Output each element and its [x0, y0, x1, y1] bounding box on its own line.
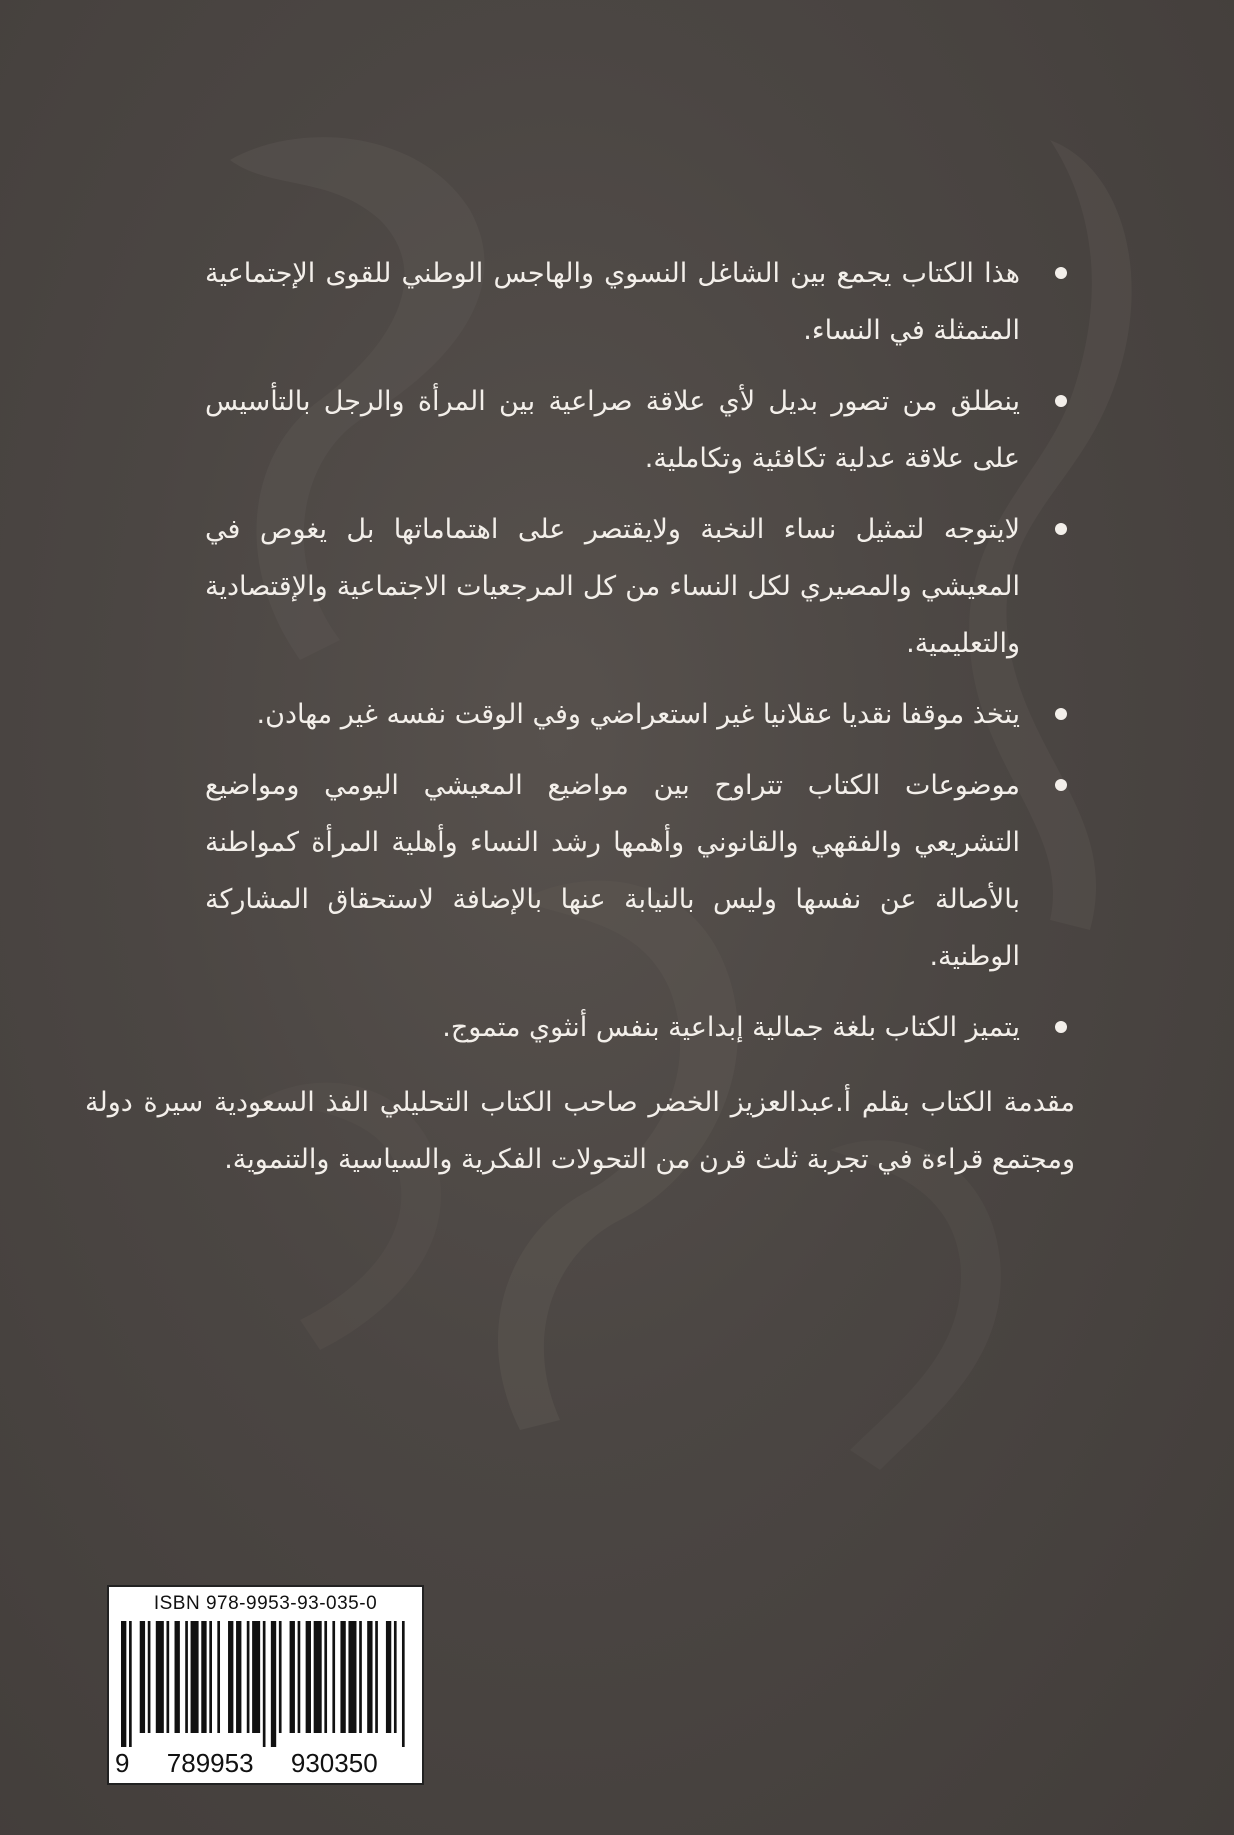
list-item	[205, 686, 1075, 743]
barcode-bar	[252, 1621, 260, 1733]
barcode-bar	[217, 1621, 220, 1733]
list-item	[205, 245, 1075, 359]
barcode-bar	[394, 1621, 397, 1733]
back-cover-text	[85, 245, 1075, 1188]
barcode-bars	[119, 1621, 412, 1747]
barcode-bar	[175, 1621, 180, 1733]
barcode-digits-right: 930350	[290, 1748, 378, 1778]
barcode-bar	[314, 1621, 322, 1733]
barcode-bar	[148, 1621, 151, 1733]
barcode-bar	[332, 1621, 335, 1733]
list-item	[205, 373, 1075, 487]
list-item	[205, 757, 1075, 985]
barcode-bar	[359, 1621, 362, 1733]
bullet-dot	[1055, 1021, 1067, 1033]
barcode-bar	[121, 1621, 126, 1747]
barcode-bar	[228, 1621, 233, 1733]
barcode-bar	[247, 1621, 250, 1733]
barcode-bar	[129, 1621, 132, 1747]
barcode-bar	[324, 1621, 327, 1733]
barcode-bar	[263, 1621, 266, 1747]
bullet-dot	[1055, 395, 1067, 407]
barcode-digits	[115, 1748, 415, 1779]
barcode-bar	[375, 1621, 378, 1733]
list-item-text: موضوعات الكتاب تتراوح بين مواضيع المعيشي اليومي ومواضيع التشريعي والفقهي والقانوني وأهمها رشد النساء وأهلية المرأة كمواطنة بالأصالة عن نفسها وليس بالنيابة عنها بالإضافة لاستحقاق المشاركة الوطنية.	[205, 770, 1020, 972]
bullet-dot	[1055, 523, 1067, 535]
isbn-number: ISBN 978-9953-93-035-0	[153, 1593, 378, 1614]
barcode-bar	[386, 1621, 391, 1733]
barcode-bar	[140, 1621, 145, 1733]
barcode-bar	[279, 1621, 282, 1733]
list-item-text: يتخذ موقفا نقديا عقلانيا غير استعراضي وفي الوقت نفسه غير مهادن.	[256, 699, 1020, 730]
barcode-bar	[367, 1621, 372, 1733]
barcode-bar	[156, 1621, 164, 1733]
list-item-text: هذا الكتاب يجمع بين الشاغل النسوي والهاجس الوطني للقوى الإجتماعية المتمثلة في النساء.	[205, 258, 1020, 346]
list-item-text: ينطلق من تصور بديل لأي علاقة صراعية بين المرأة والرجل بالتأسيس على علاقة عدلية تكافئية وتكاملية.	[205, 386, 1020, 474]
barcode-bar	[209, 1621, 212, 1733]
barcode-bar	[402, 1621, 405, 1747]
barcode-bar	[340, 1621, 345, 1733]
bullet-dot	[1055, 708, 1067, 720]
barcode-bar	[166, 1621, 169, 1733]
list-item	[205, 999, 1075, 1056]
list-item-text: لايتوجه لتمثيل نساء النخبة ولايقتصر على اهتماماتها بل يغوص في المعيشي والمصيري لكل النساء من كل المرجعيات الاجتماعية والإقتصادية والتعليمية.	[205, 514, 1020, 659]
barcode-bar	[348, 1621, 356, 1733]
list-item	[205, 501, 1075, 672]
bullet-dot	[1055, 267, 1067, 279]
barcode-bar	[185, 1621, 188, 1733]
bullet-dot	[1055, 779, 1067, 791]
introduction-paragraph: مقدمة الكتاب بقلم أ.عبدالعزيز الخضر صاحب الكتاب التحليلي الفذ السعودية سيرة دولة ومجتمع قراءة في تجربة ثلث قرن من التحولات الفكرية والسياسية والتنموية.	[85, 1087, 1075, 1175]
isbn-barcode	[107, 1585, 424, 1785]
feature-list	[205, 245, 1075, 1056]
barcode-bar	[306, 1621, 311, 1733]
list-item-text: يتميز الكتاب بلغة جمالية إبداعية بنفس أنثوي متموج.	[442, 1012, 1020, 1043]
barcode-bar	[290, 1621, 295, 1733]
barcode-bar	[191, 1621, 199, 1733]
barcode-digit-first: 9	[115, 1748, 130, 1778]
barcode-bar	[298, 1621, 301, 1733]
barcode-digits-left: 789953	[166, 1748, 254, 1778]
barcode-bar	[236, 1621, 241, 1733]
barcode-bar	[201, 1621, 206, 1733]
barcode-bar	[271, 1621, 276, 1747]
